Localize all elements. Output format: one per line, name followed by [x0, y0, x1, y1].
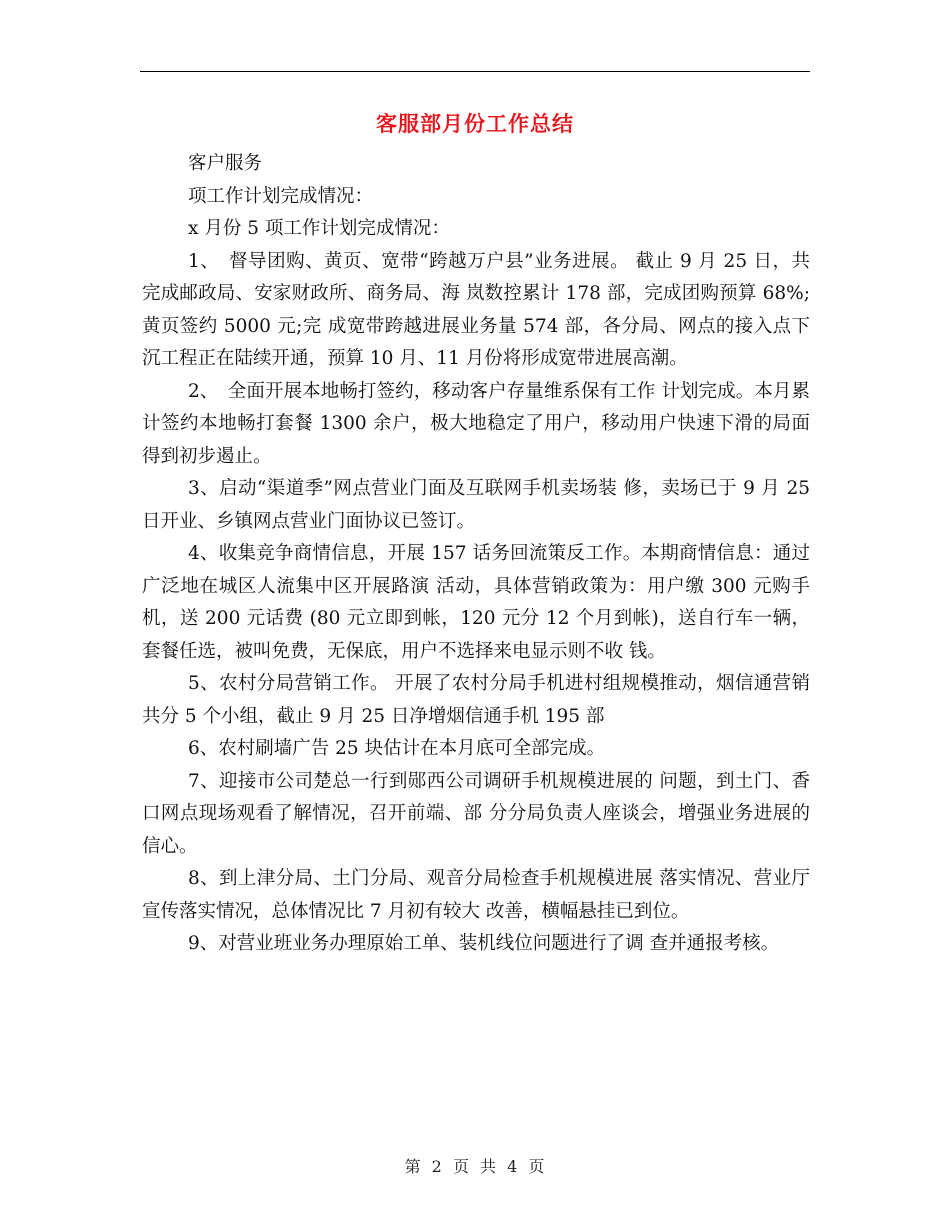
paragraph-6: 3、启动“渠道季”网点营业门面及互联网手机卖场装 修，卖场已于 9 月 25 日开业、乡镇网点营业门面协议已签订。: [142, 478, 810, 532]
page-number: 第 2 页 共 4 页: [404, 1157, 546, 1176]
paragraph-5: 2、 全面开展本地畅打签约，移动客户存量维系保有工作 计划完成。本月累计签约本地畅打套餐 1300 余户，极大地稳定了用户，移动用户快速下滑的局面得到初步遏止。: [142, 380, 810, 467]
document-body: [142, 148, 810, 961]
header-rule: [140, 71, 810, 72]
document-title: 客服部月份工作总结: [376, 111, 574, 136]
paragraph-2: 项工作计划完成情况：: [188, 185, 374, 207]
paragraph-7: 4、收集竞争商情信息，开展 157 话务回流策反工作。本期商情信息：通过广泛地在城区人流集中区开展路演 活动，具体营销政策为：用户缴 300 元购手机，送 200 元话费 (80 元立即到帐，120 元分 12 个月到帐)，送自行车一辆，套餐任选，被叫免费，无保底，用户不选择来电显示则不收 钱。: [142, 543, 810, 662]
paragraph-12: 9、对营业班业务办理原始工单、装机线位问题进行了调 查并通报考核。: [188, 933, 780, 954]
paragraph-8: 5、农村分局营销工作。 开展了农村分局手机进村组规模推动，烟信通营销共分 5 个小组，截止 9 月 25 日净增烟信通手机 195 部: [142, 673, 810, 727]
paragraph-9: 6、农村刷墙广告 25 块估计在本月底可全部完成。: [188, 738, 606, 759]
paragraph-4: 1、 督导团购、黄页、宽带“跨越万户县”业务进展。 截止 9 月 25 日，共完成邮政局、安家财政所、商务局、海 岚数控累计 178 部，完成团购预算 68%;黄页签约 5000 元;完 成宽带跨越进展业务量 574 部，各分局、网点的接入点下沉工程正在陆续开通，预算 10 月、11 月份将形成宽带进展高潮。: [142, 250, 810, 369]
paragraph-3: x 月份 5 项工作计划完成情况：: [188, 218, 450, 239]
paragraph-10: 7、迎接市公司楚总一行到郧西公司调研手机规模进展的 问题，到土门、香口网点现场观看了解情况，召开前端、部 分分局负责人座谈会，增强业务进展的信心。: [142, 770, 810, 857]
paragraph-11: 8、到上津分局、土门分局、观音分局检查手机规模进展 落实情况、营业厅宣传落实情况，总体情况比 7 月初有较大 改善，横幅悬挂已到位。: [142, 868, 810, 922]
paragraph-1: 客户服务: [188, 153, 263, 174]
